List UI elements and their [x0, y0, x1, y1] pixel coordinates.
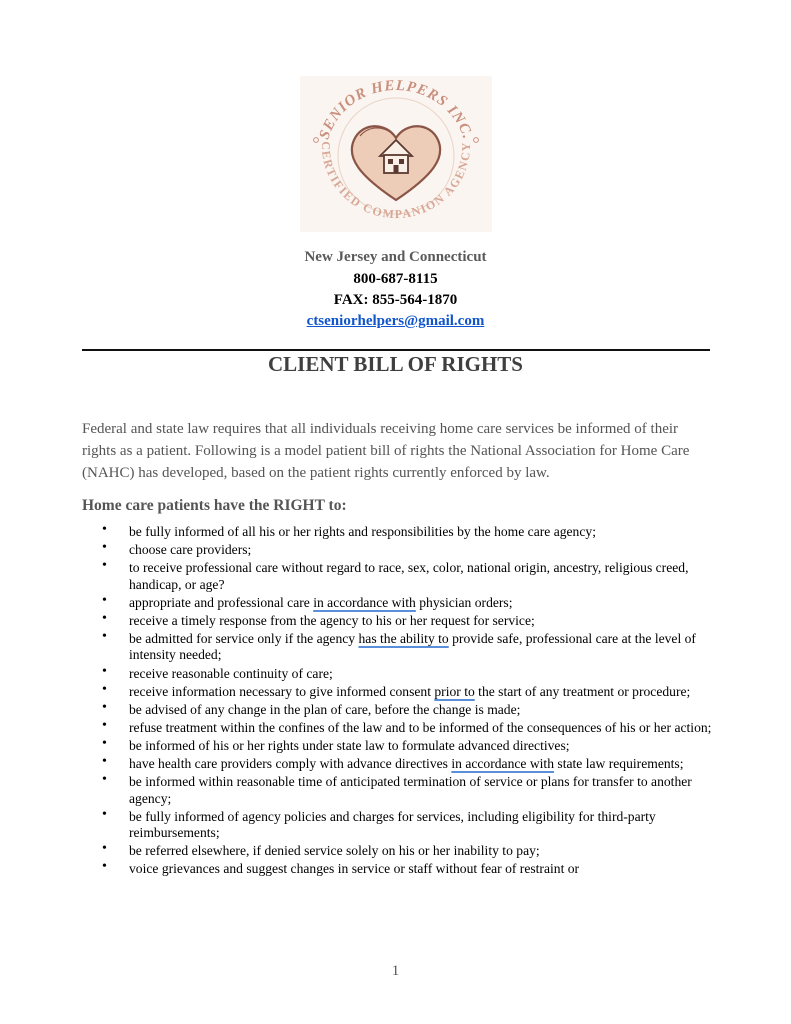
right-text: have health care providers comply with advance directives	[129, 756, 452, 772]
grammar-suggestion-mark[interactable]: in accordance with	[451, 756, 555, 772]
rights-list-item	[82, 774, 712, 807]
grammar-suggestion-mark[interactable]: has the ability to	[358, 630, 449, 646]
right-text: be admitted for service only if the agency	[129, 630, 359, 646]
rights-list-item	[82, 542, 712, 559]
rights-list-item	[82, 843, 712, 860]
rights-list-item	[82, 756, 712, 773]
rights-list-item	[82, 684, 712, 701]
rights-list-item	[82, 861, 712, 878]
contact-phone: 800-687-8115	[353, 271, 438, 287]
rights-list-item	[82, 809, 712, 842]
right-text-continued: the start of any treatment or procedure;	[474, 683, 691, 699]
right-text: to receive professional care without regard to race, sex, color, national origin, ancestry, religious creed, handicap, or age?	[129, 560, 689, 592]
contact-email	[0, 313, 791, 330]
grammar-suggestion-mark[interactable]: in accordance with	[313, 594, 416, 610]
company-logo	[300, 76, 492, 232]
right-text-continued: provide safe, professional care at the level of intensity needed;	[129, 630, 696, 663]
rights-subheading: Home care patients have the RIGHT to:	[82, 497, 347, 514]
email-link[interactable]: ctseniorhelpers@gmail.com	[306, 313, 485, 329]
right-text: be fully informed of all his or her rights and responsibilities by the home care agency;	[129, 524, 596, 539]
right-text: receive a timely response from the agency to his or her request for service;	[129, 612, 535, 628]
right-text: receive information necessary to give informed consent	[129, 683, 435, 699]
rights-list-item	[82, 560, 712, 593]
right-text: be informed within reasonable time of anticipated termination of service or plans for transfer to another agency;	[129, 774, 692, 806]
contact-fax: FAX: 855-564-1870	[333, 292, 458, 308]
right-text-continued: state law requirements;	[554, 756, 684, 772]
intro-paragraph: Federal and state law requires that all individuals receiving home care services be informed of their rights as a patient. Following is a model patient bill of rights the National Association for Home Care (NAHC) has developed, based on the patient rights currently enforced by law.	[82, 421, 690, 481]
rights-list-item	[82, 595, 712, 612]
right-text: appropriate and professional care	[129, 594, 314, 610]
rights-list	[82, 524, 712, 880]
rights-list-item	[82, 702, 712, 719]
right-text: be referred elsewhere, if denied service solely on his or her inability to pay;	[129, 843, 540, 859]
right-text: be informed of his or her rights under state law to formulate advanced directives;	[129, 737, 570, 753]
grammar-suggestion-mark[interactable]: prior to	[434, 683, 475, 699]
contact-region: New Jersey and Connecticut	[304, 249, 487, 265]
right-text: choose care providers;	[129, 542, 252, 558]
header-divider	[82, 349, 710, 351]
rights-list-item	[82, 666, 712, 683]
right-text: be advised of any change in the plan of care, before the change is made;	[129, 701, 521, 717]
right-text-continued: physician orders;	[415, 594, 513, 610]
rights-list-item	[82, 613, 712, 630]
right-text: refuse treatment within the confines of the law and to be informed of the consequences of his or her action;	[129, 719, 712, 735]
right-text: receive reasonable continuity of care;	[129, 665, 333, 681]
page-number: 1	[391, 963, 400, 979]
svg-text:CERTIFIED COMPANION AGENCY: CERTIFIED COMPANION AGENCY	[318, 141, 474, 222]
page-title: CLIENT BILL OF RIGHTS	[267, 352, 523, 376]
rights-list-item	[82, 524, 712, 541]
rights-list-item	[82, 738, 712, 755]
svg-text:SENIOR HELPERS INC.: SENIOR HELPERS INC.	[316, 77, 476, 142]
rights-list-item	[82, 631, 712, 664]
rights-list-item	[82, 720, 712, 737]
right-text: voice grievances and suggest changes in service or staff without fear of restraint or	[129, 861, 580, 877]
logo-graphic	[300, 76, 492, 232]
right-text: be fully informed of agency policies and charges for services, including eligibility for third-party reimbursements;	[129, 808, 656, 841]
